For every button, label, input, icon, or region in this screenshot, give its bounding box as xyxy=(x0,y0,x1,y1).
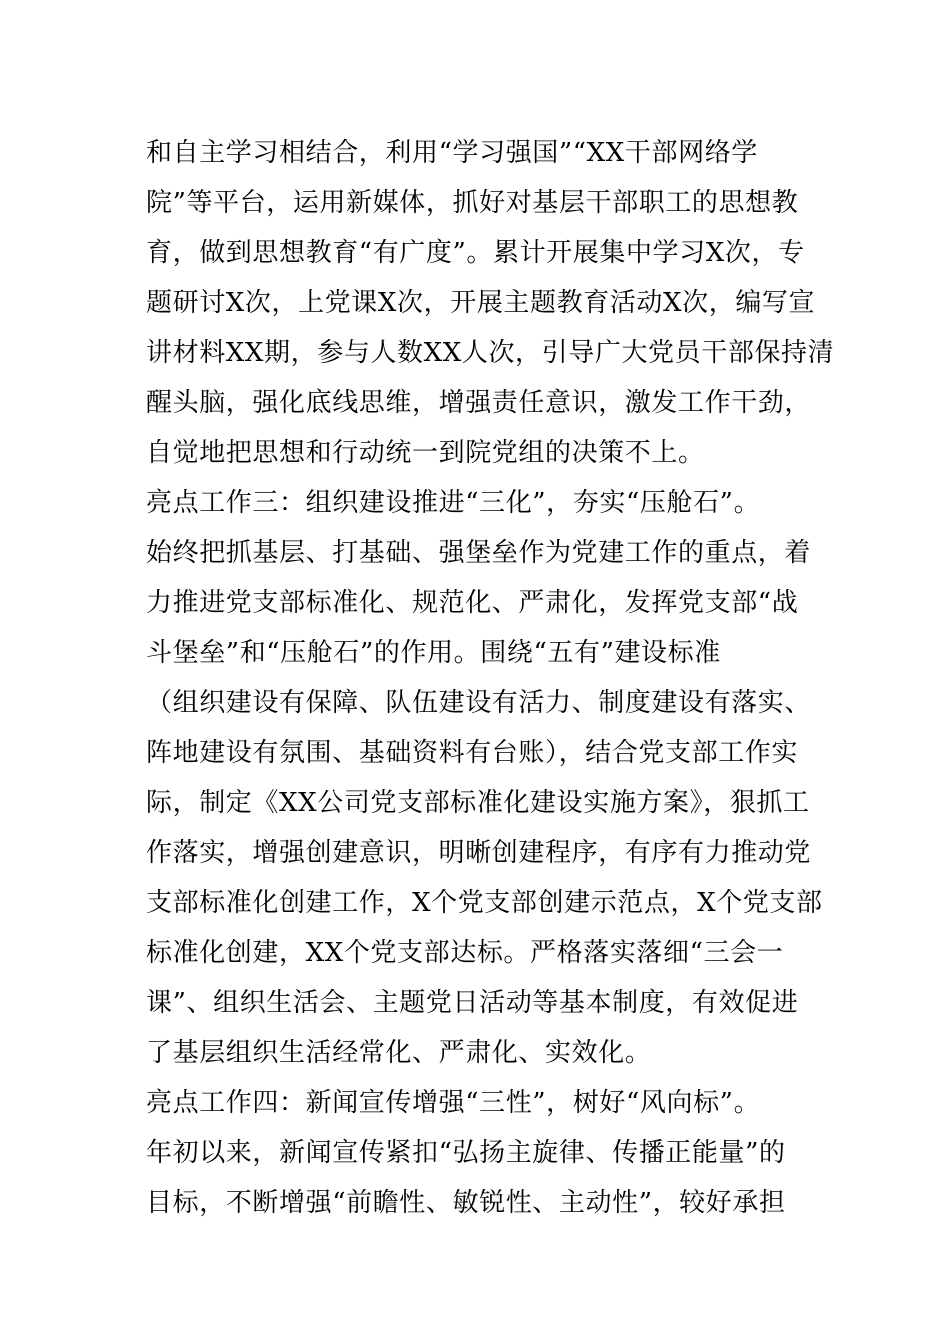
section-heading-line: 亮点工作三：组织建设推进“三化”，夯实“压舱石”。 xyxy=(146,488,761,518)
text-line: 院”等平台，运用新媒体，抓好对基层干部职工的思想教 xyxy=(146,188,799,218)
text-line: 阵地建设有氛围、基础资料有台账），结合党支部工作实 xyxy=(146,738,799,768)
text-line: 醒头脑，强化底线思维，增强责任意识，激发工作干劲， xyxy=(146,388,812,418)
text-line: 自觉地把思想和行动统一到院党组的决策不上。 xyxy=(146,438,705,468)
text-line: 始终把抓基层、打基础、强堡垒作为党建工作的重点，着 xyxy=(146,538,812,568)
document-body xyxy=(146,128,835,1228)
text-line: 年初以来，新闻宣传紧扣“弘扬主旋律、传播正能量”的 xyxy=(146,1138,786,1168)
text-line: 际，制定《XX公司党支部标准化建设实施方案》，狠抓工 xyxy=(146,788,810,818)
text-line: （组织建设有保障、队伍建设有活力、制度建设有落实、 xyxy=(146,688,812,718)
text-line: 力推进党支部标准化、规范化、严肃化，发挥党支部“战 xyxy=(146,588,799,618)
text-line: 讲材料XX期，参与人数XX人次，引导广大党员干部保持清 xyxy=(146,338,835,368)
text-line: 课”、组织生活会、主题党日活动等基本制度，有效促进 xyxy=(146,988,799,1018)
text-line: 斗堡垒”和“压舱石”的作用。围绕“五有”建设标准 xyxy=(146,638,721,668)
text-line: 育，做到思想教育“有广度”。累计开展集中学习X次，专 xyxy=(146,238,805,268)
section-heading-line: 亮点工作四：新闻宣传增强“三性”，树好“风向标”。 xyxy=(146,1088,761,1118)
text-line: 支部标准化创建工作，X个党支部创建示范点，X个党支部 xyxy=(146,888,823,918)
text-line: 作落实，增强创建意识，明晰创建程序，有序有力推动党 xyxy=(146,838,812,868)
text-line: 题研讨X次，上党课X次，开展主题教育活动X次，编写宣 xyxy=(146,288,816,318)
text-line: 标准化创建，XX个党支部达标。严格落实落细“三会一 xyxy=(146,938,784,968)
text-line: 了基层组织生活经常化、严肃化、实效化。 xyxy=(146,1038,652,1068)
text-line: 和自主学习相结合，利用“学习强国”“XX干部网络学 xyxy=(146,138,758,168)
text-line: 目标，不断增强“前瞻性、敏锐性、主动性”，较好承担 xyxy=(146,1188,786,1218)
